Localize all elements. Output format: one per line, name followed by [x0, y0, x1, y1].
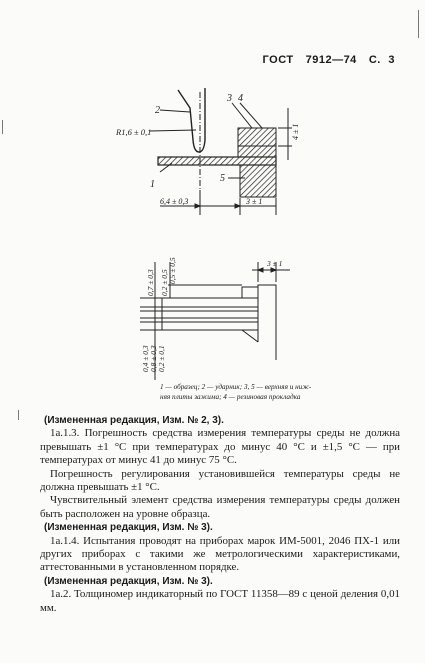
paragraph: 1а.2. Толщиномер индикаторный по ГОСТ 11358—89 с ценой деления 0,01 мм.: [40, 588, 400, 614]
body-text: [40, 414, 400, 615]
gost-label: ГОСТ: [262, 54, 294, 66]
callout-1: 1: [150, 179, 155, 190]
revision-note: (Измененная редакция, Изм. № 3).: [44, 575, 213, 587]
radius-label: R1,6 ± 0,1: [116, 127, 152, 137]
striker: [178, 88, 205, 152]
rubber-pad: [238, 146, 276, 157]
leader-r: [150, 130, 196, 131]
dim-right-vertical: 4 ± 1: [291, 123, 300, 140]
paragraph: Чувствительный элемент средства измерения температуры среды должен быть расположен на уровне образца.: [40, 494, 400, 520]
caption-line: няя плиты зажима; 4 — резиновая прокладка: [160, 393, 301, 401]
dim-v3: 0,7 ± 0,3: [146, 269, 155, 296]
callout-3: 3: [227, 93, 232, 104]
page-label: С. 3: [368, 54, 395, 66]
leader-4: [240, 103, 262, 128]
lower-plate: [240, 165, 276, 197]
edge-mark: [18, 410, 19, 420]
sample: [158, 157, 276, 165]
leader-3: [232, 103, 252, 128]
dim-top: 3 ± 1: [267, 259, 283, 268]
upper-plate: [238, 128, 276, 146]
dim-bottom-left: 6,4 ± 0,3: [160, 197, 189, 206]
figure-caption: [160, 382, 390, 402]
caption-line: 1 — образец; 2 — ударник; 3, 5 — верхняя и ниж-: [160, 383, 312, 391]
dim-v5: 0,8 ± 0,3: [149, 345, 158, 372]
leader-2: [160, 110, 190, 112]
callout-4: 4: [238, 93, 243, 104]
dim-bottom-right: 3 ± 1: [246, 197, 263, 206]
callout-5: 5: [220, 173, 225, 184]
figure-1: [150, 88, 292, 215]
dim-v6: 0,2 ± 0,1: [157, 345, 166, 372]
page-number: 3: [388, 54, 395, 66]
paragraph: 1а.1.4. Испытания проводят на приборах марок ИМ-5001, 2046 ПХ-1 или других приборах с такими же метрологическими характеристиками, аттестованными в установленном порядке.: [40, 534, 400, 574]
dim-v1: 0,5 ± 0,5: [168, 257, 177, 284]
revision-note: (Измененная редакция, Изм. № 3).: [44, 522, 213, 534]
callout-2: 2: [155, 105, 160, 116]
paragraph: 1а.1.3. Погрешность средства измерения температуры среды не должна превышать ±1 °С при температурах до минус 40 °С и ±1,5 °С — при температурах от минус 41 до минус 75 °С.: [40, 427, 400, 467]
paragraph: Погрешность регулирования установившейся температуры среды не должна превышать ±1 °С.: [40, 467, 400, 494]
standard-number: 7912—74: [305, 54, 357, 66]
dim-v2: 0,2 ± 0,5: [160, 269, 169, 296]
dim-v4: 0,4 ± 0,3: [141, 345, 150, 372]
revision-note: (Измененная редакция, Изм. № 2, 3).: [44, 415, 224, 426]
